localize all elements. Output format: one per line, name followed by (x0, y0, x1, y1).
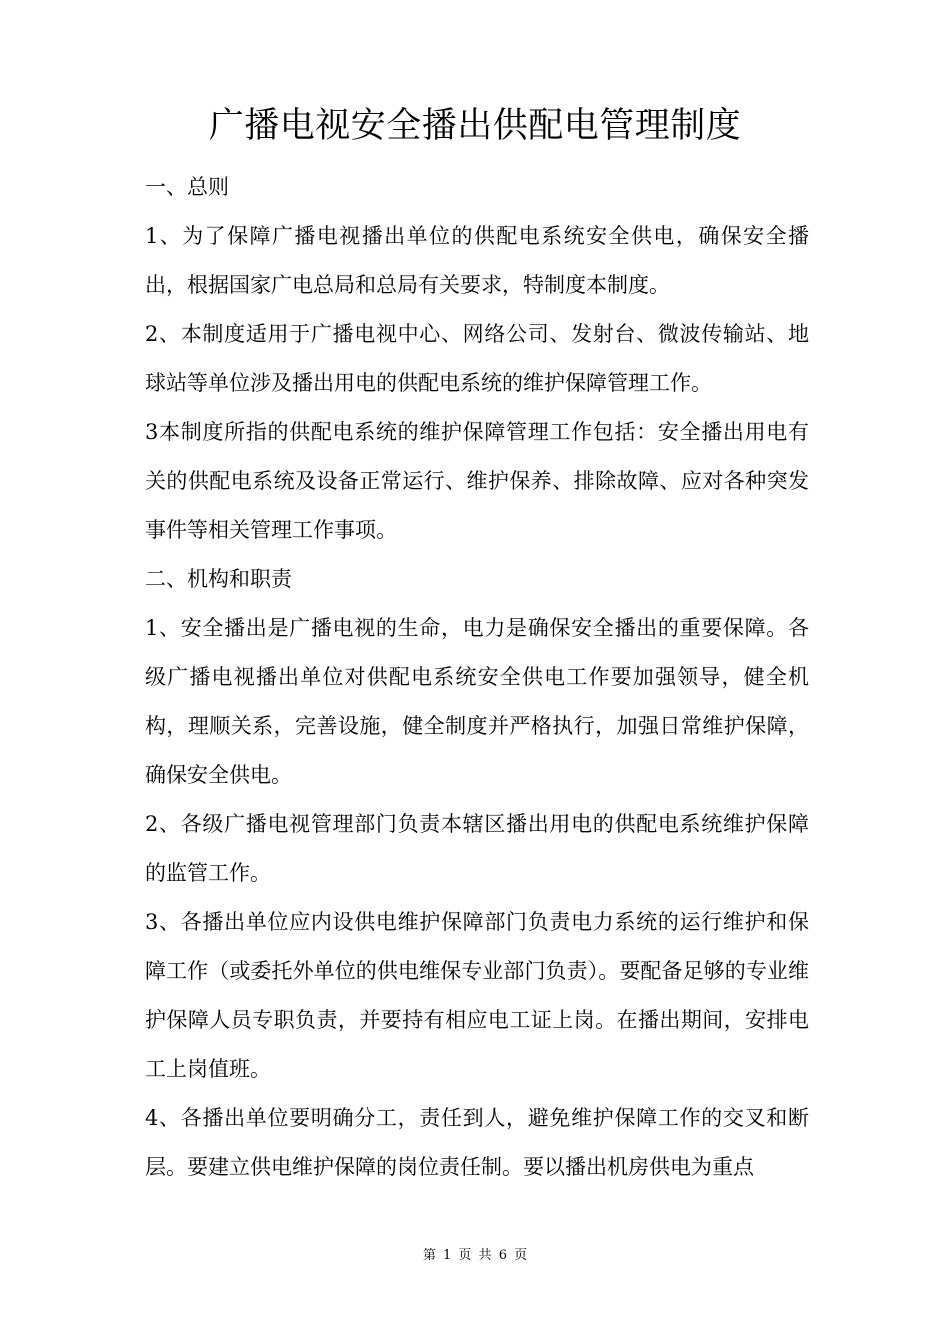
paragraph: 2、本制度适用于广播电视中心、网络公司、发射台、微波传输站、地球站等单位涉及播出用电的供配电系统的维护保障管理工作。 (145, 322, 809, 395)
paragraph: 1、为了保障广播电视播出单位的供配电系统安全供电，确保安全播出，根据国家广电总局和总局有关要求，特制度本制度。 (145, 224, 809, 297)
document-body (145, 163, 809, 1192)
page-number-footer: 第 1 页 共 6 页 (422, 1248, 528, 1263)
paragraph: 3、各播出单位应内设供电维护保障部门负责电力系统的运行维护和保障工作（或委托外单位的供电维保专业部门负责）。要配备足够的专业维护保障人员专职负责，并要持有相应电工证上岗。在播出期间，安排电工上岗值班。 (145, 910, 809, 1081)
paragraph: 2、各级广播电视管理部门负责本辖区播出用电的供配电系统维护保障的监管工作。 (145, 812, 809, 885)
paragraph: 4、各播出单位要明确分工，责任到人，避免维护保障工作的交叉和断层。要建立供电维护保障的岗位责任制。要以播出机房供电为重点 (145, 1106, 809, 1179)
paragraph: 3本制度所指的供配电系统的维护保障管理工作包括：安全播出用电有关的供配电系统及设备正常运行、维护保养、排除故障、应对各种突发事件等相关管理工作事项。 (145, 420, 809, 542)
paragraph: 1、安全播出是广播电视的生命，电力是确保安全播出的重要保障。各级广播电视播出单位对供配电系统安全供电工作要加强领导，健全机构，理顺关系，完善设施，健全制度并严格执行，加强日常维护保障，确保安全供电。 (145, 616, 809, 787)
section-heading: 一、总则 (145, 175, 229, 199)
document-title: 广播电视安全播出供配电管理制度 (208, 106, 742, 146)
section-heading: 二、机构和职责 (145, 567, 292, 591)
